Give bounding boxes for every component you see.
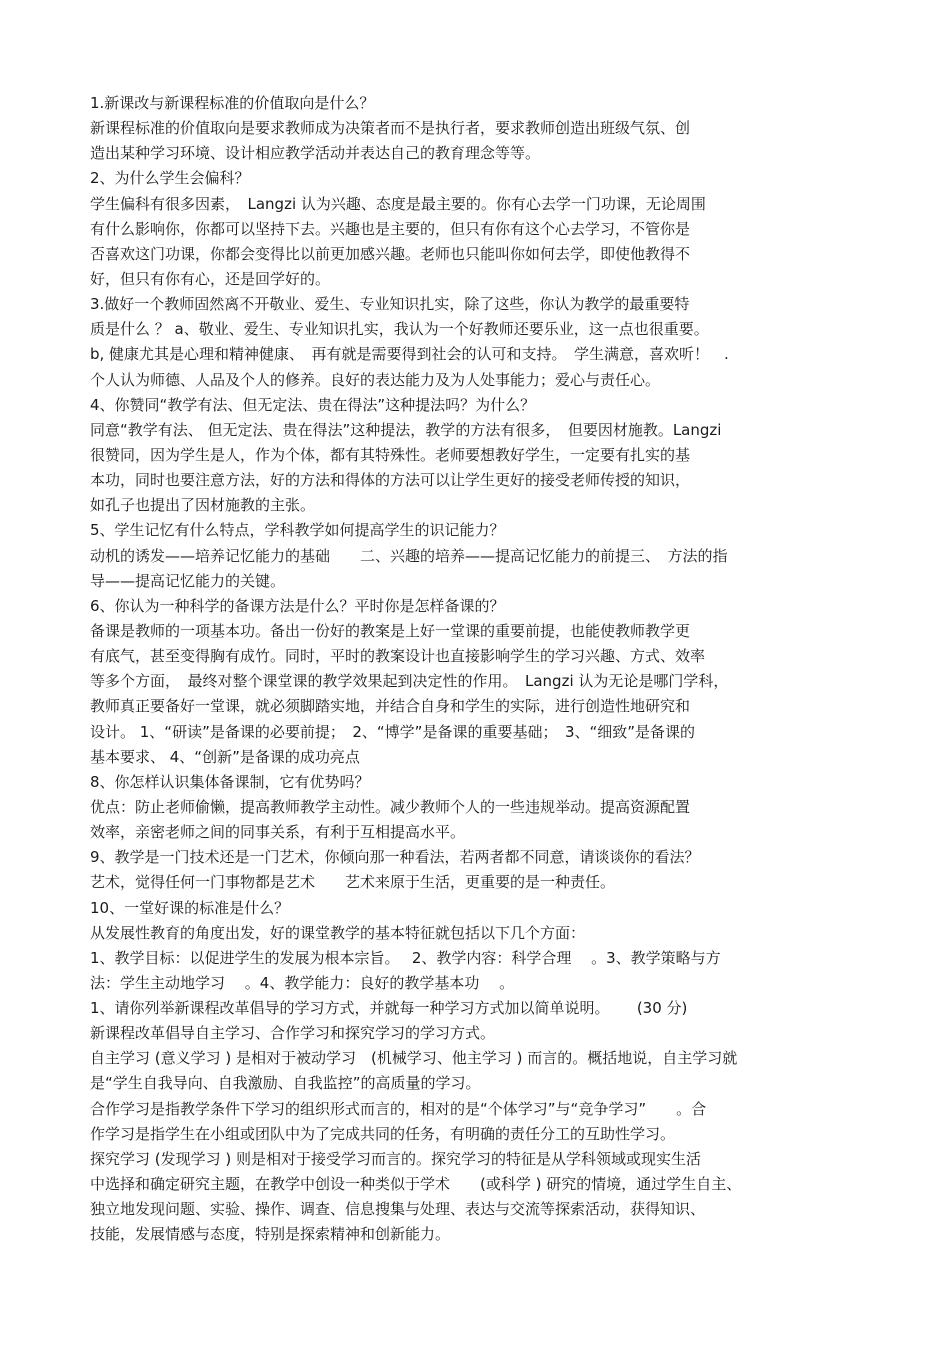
text-line: 10、一堂好课的标准是什么？ <box>90 898 290 917</box>
text-line: 9、教学是一门技术还是一门艺术，你倾向那一种看法，若两者都不同意，请谈谈你的看法？ <box>90 848 700 867</box>
text-line: 1、请你列举新课程改革倡导的学习方式，并就每一种学习方式加以简单说明。 (30 分) <box>90 999 688 1018</box>
text-line: 4、你赞同“教学有法、但无定法、贵在得法”这种提法吗？为什么？ <box>90 395 536 414</box>
text-line: 6、你认为一种科学的备课方法是什么？平时你是怎样备课的？ <box>90 596 505 615</box>
text-line: 1.新课改与新课程标准的价值取向是什么？ <box>90 94 375 112</box>
text-line: 2、为什么学生会偏科？ <box>90 169 250 188</box>
text-line: 探究学习 (发现学习 ) 则是相对于接受学习而言的。探究学习的特征是从学科领域或现实生活 <box>90 1149 702 1168</box>
text-line: 法：学生主动地学习 。4、教学能力：良好的教学基本功 。 <box>90 973 515 992</box>
text-line: 造出某种学习环境、设计相应教学活动并表达自己的教育理念等等。 <box>90 144 541 163</box>
text-line: 新课程改革倡导自主学习、合作学习和探究学习的学习方式。 <box>90 1024 496 1043</box>
text-line: 中选择和确定研究主题，在教学中创设一种类似于学术 (或科学 ) 研究的情境，通过学生自主、 <box>90 1175 742 1194</box>
text-line: 教师真正要备好一堂课，就必须脚踏实地，并结合自身和学生的实际，进行创造性地研究和 <box>90 697 691 716</box>
text-line: 学生偏科有很多因素， Langzi 认为兴趣、态度是最主要的。你有心去学一门功课，无论周围 <box>90 194 706 213</box>
text-line: 动机的诱发——培养记忆能力的基础 二、兴趣的培养——提高记忆能力的前提三、 方法的指 <box>90 546 728 565</box>
text-line: 技能，发展情感与态度，特别是探索精神和创新能力。 <box>90 1225 451 1244</box>
text-line: 是“学生自我导向、自我激励、自我监控”的高质量的学习。 <box>90 1074 481 1093</box>
text-line: 同意“教学有法、 但无定法、贵在得法”这种提法，教学的方法有很多， 但要因材施教。Langzi <box>90 420 722 439</box>
text-line: 独立地发现问题、实验、操作、调查、信息搜集与处理、表达与交流等探索活动，获得知识、 <box>90 1200 706 1219</box>
text-line: 如孔子也提出了因材施教的主张。 <box>90 496 316 515</box>
text-line: 设计。 1、“研读”是备课的必要前提； 2、“博学”是备课的重要基础； 3、“细致”是备课的 <box>90 722 696 741</box>
text-line: 个人认为师德、人品及个人的修养。良好的表达能力及为人处事能力；爱心与责任心。 <box>90 370 661 389</box>
text-line: 否喜欢这门功课，你都会变得比以前更加感兴趣。老师也只能叫你如何去学，即使他教得不 <box>90 244 691 263</box>
text-line: 8、你怎样认识集体备课制，它有优势吗？ <box>90 772 370 791</box>
text-line: b, 健康尤其是心理和精神健康、 再有就是需要得到社会的认可和支持。 学生满意，喜欢听！ . <box>90 345 729 364</box>
text-line: 5、学生记忆有什么特点，学科教学如何提高学生的识记能力？ <box>90 521 505 540</box>
text-line: 很赞同，因为学生是人，作为个体，都有其特殊性。老师要想教好学生，一定要有扎实的基 <box>90 445 691 464</box>
text-line: 新课程标准的价值取向是要求教师成为决策者而不是执行者，要求教师创造出班级气氛、创 <box>90 119 691 138</box>
text-line: 有底气，甚至变得胸有成竹。同时，平时的教案设计也直接影响学生的学习兴趣、方式、效率 <box>90 647 706 666</box>
text-line: 备课是教师的一项基本功。备出一份好的教案是上好一堂课的重要前提，也能使教师教学更 <box>90 621 691 640</box>
text-line: 3.做好一个教师固然离不开敬业、爱生、专业知识扎实，除了这些，你认为教学的最重要特 <box>90 295 690 314</box>
text-line: 有什么影响你，你都可以坚持下去。兴趣也是主要的，但只有你有这个心去学习，不管你是 <box>90 219 691 238</box>
text-line: 艺术，觉得任何一门事物都是艺术 艺术来原于生活，更重要的是一种责任。 <box>90 873 616 892</box>
text-line: 自主学习 (意义学习 ) 是相对于被动学习 (机械学习、他主学习 ) 而言的。概括地说，自主学习就 <box>90 1049 738 1068</box>
text-line: 本功，同时也要注意方法，好的方法和得体的方法可以让学生更好的接受老师传授的知识， <box>90 471 691 490</box>
text-line: 导——提高记忆能力的关键。 <box>90 571 286 590</box>
text-line: 优点：防止老师偷懒，提高教师教学主动性。减少教师个人的一些违规举动。提高资源配置 <box>90 797 691 816</box>
text-line: 从发展性教育的角度出发，好的课堂教学的基本特征就包括以下几个方面： <box>90 923 586 942</box>
document-body <box>90 91 870 1247</box>
text-line: 作学习是指学生在小组或团队中为了完成共同的任务，有明确的责任分工的互助性学习。 <box>90 1124 676 1143</box>
text-line: 质是什么 ？ a、敬业、爱生、专业知识扎实，我认为一个好教师还要乐业，这一点也很重要。 <box>90 320 709 339</box>
text-line: 合作学习是指教学条件下学习的组织形式而言的，相对的是“个体学习”与“竞争学习” 。合 <box>90 1099 707 1118</box>
text-line: 好，但只有你有心，还是回学好的。 <box>90 269 331 288</box>
text-line: 等多个方面， 最终对整个课堂课的教学效果起到决定性的作用。 Langzi 认为无论是哪门学科， <box>90 672 729 691</box>
text-line: 效率，亲密老师之间的同事关系，有利于互相提高水平。 <box>90 823 466 842</box>
text-line: 1、教学目标：以促进学生的发展为根本宗旨。 2、教学内容：科学合理 。3、教学策略与方 <box>90 948 721 967</box>
text-line: 基本要求、 4、“创新”是备课的成功亮点 <box>90 747 360 766</box>
